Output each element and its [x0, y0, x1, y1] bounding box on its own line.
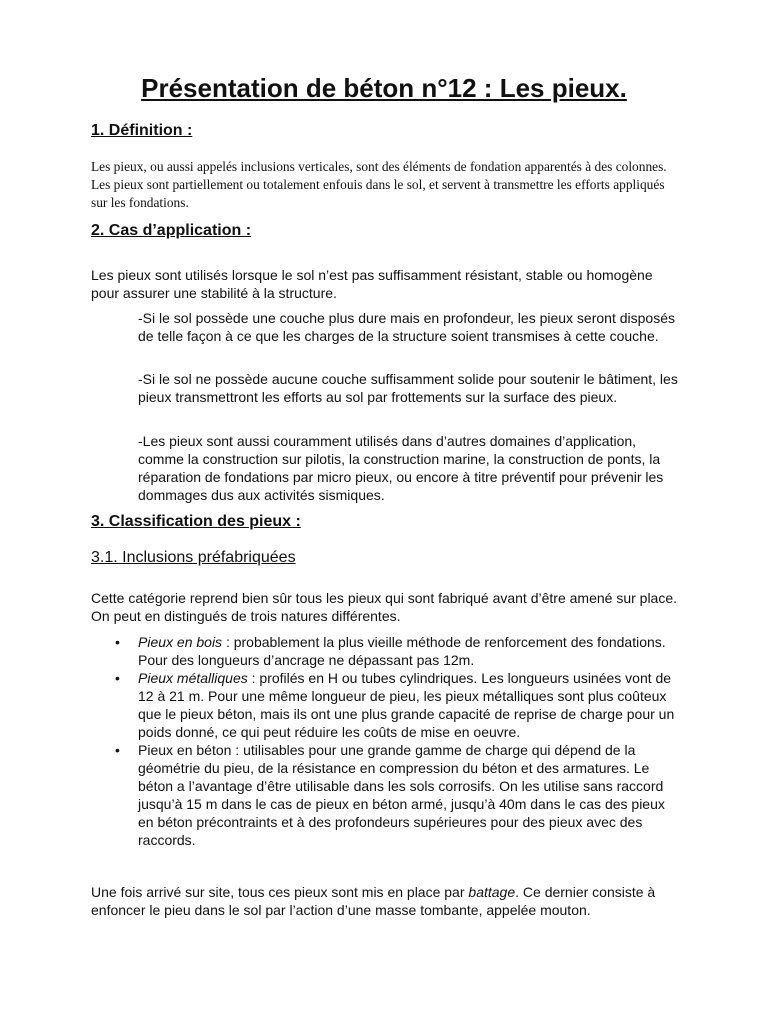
section-3-intro: Cette catégorie reprend bien sûr tous les pieux qui sont fabriqué avant d’être amené sur place. On peut en distingués de trois natures différentes.	[91, 590, 678, 624]
list-item	[91, 669, 683, 741]
section-2-intro: Les pieux sont utilisés lorsque le sol n’est pas suffisamment résistant, stable ou homogène pour assurer une stabilité à la structure.	[91, 267, 653, 301]
case-paragraph: -Si le sol possède une couche plus dure mais en profondeur, les pieux seront disposés de telle façon à ce que les charges de la structure soient transmises à cette couche.	[138, 310, 675, 344]
closing-emphasis: battage	[468, 884, 516, 900]
bullet-text: : profilés en H ou tubes cylindriques. Les longueurs usinées vont de 12 à 21 m. Pour une même longueur de pieu, les pieux métalliques sont plus coûteux que le pieux béton, mais ils ont une plus grande capacité de reprise de charge pour un poids donné, ce qui peut réduire les coûts de mise en oeuvre.	[138, 670, 675, 740]
bullet-term: Pieux métalliques	[138, 670, 248, 686]
section-3-heading: 3. Classification des pieux :	[91, 513, 301, 530]
bullet-icon: •	[115, 670, 120, 686]
case-paragraph: -Si le sol ne possède aucune couche suffisamment solide pour soutenir le bâtiment, les pieux transmettront les efforts au sol par frottements sur la surface des pieux.	[138, 371, 678, 405]
list-item	[91, 741, 683, 849]
closing-text: . Ce dernier consiste à enfoncer le pieu dans le sol par l’action d’une masse tombante, appelée mouton.	[91, 884, 656, 918]
section-3-1-heading: 3.1. Inclusions préfabriquées	[91, 549, 296, 566]
document-title: Présentation de béton n°12 : Les pieux.	[141, 73, 627, 103]
section-2-heading: 2. Cas d’application :	[91, 222, 252, 239]
bullet-icon: •	[115, 742, 120, 758]
closing-paragraph	[91, 883, 681, 919]
bullet-term: Pieux en bois	[138, 634, 223, 650]
section-1-heading: 1. Définition :	[91, 122, 193, 139]
closing-text: Une fois arrivé sur site, tous ces pieux sont mis en place par	[91, 884, 469, 900]
case-paragraph: -Les pieux sont aussi couramment utilisés dans d’autres domaines d’application, comme la construction sur pilotis, la construction marine, la construction de ponts, la réparation de fondations par micro pieux, ou encore à titre préventif pour prévenir les dommages dus aux activités sismiques.	[138, 433, 664, 503]
section-1-paragraph: Les pieux, ou aussi appelés inclusions verticales, sont des éléments de fondation apparentés à des colonnes. Les pieux sont partiellement ou totalement enfouis dans le sol, et servent à transmettre les efforts appliqués sur les fondations.	[91, 159, 667, 210]
bullet-icon: •	[115, 634, 120, 650]
pile-types-list	[91, 633, 683, 849]
bullet-text: Pieux en béton : utilisables pour une grande gamme de charge qui dépend de la géométrie du pieu, de la résistance en compression du béton et des armatures. Le béton a l’avantage d’être utilisable dans les sols corrosifs. On les utilise sans raccord jusqu’à 15 m dans le cas de pieux en béton armé, jusqu’à 40m dans le cas des pieux en béton précontraints et à des profondeurs supérieures pour des pieux avec des raccords.	[138, 742, 665, 848]
list-item	[91, 633, 683, 669]
bullet-text: : probablement la plus vieille méthode de renforcement des fondations. Pour des longueurs d’ancrage ne dépassant pas 12m.	[138, 634, 666, 668]
